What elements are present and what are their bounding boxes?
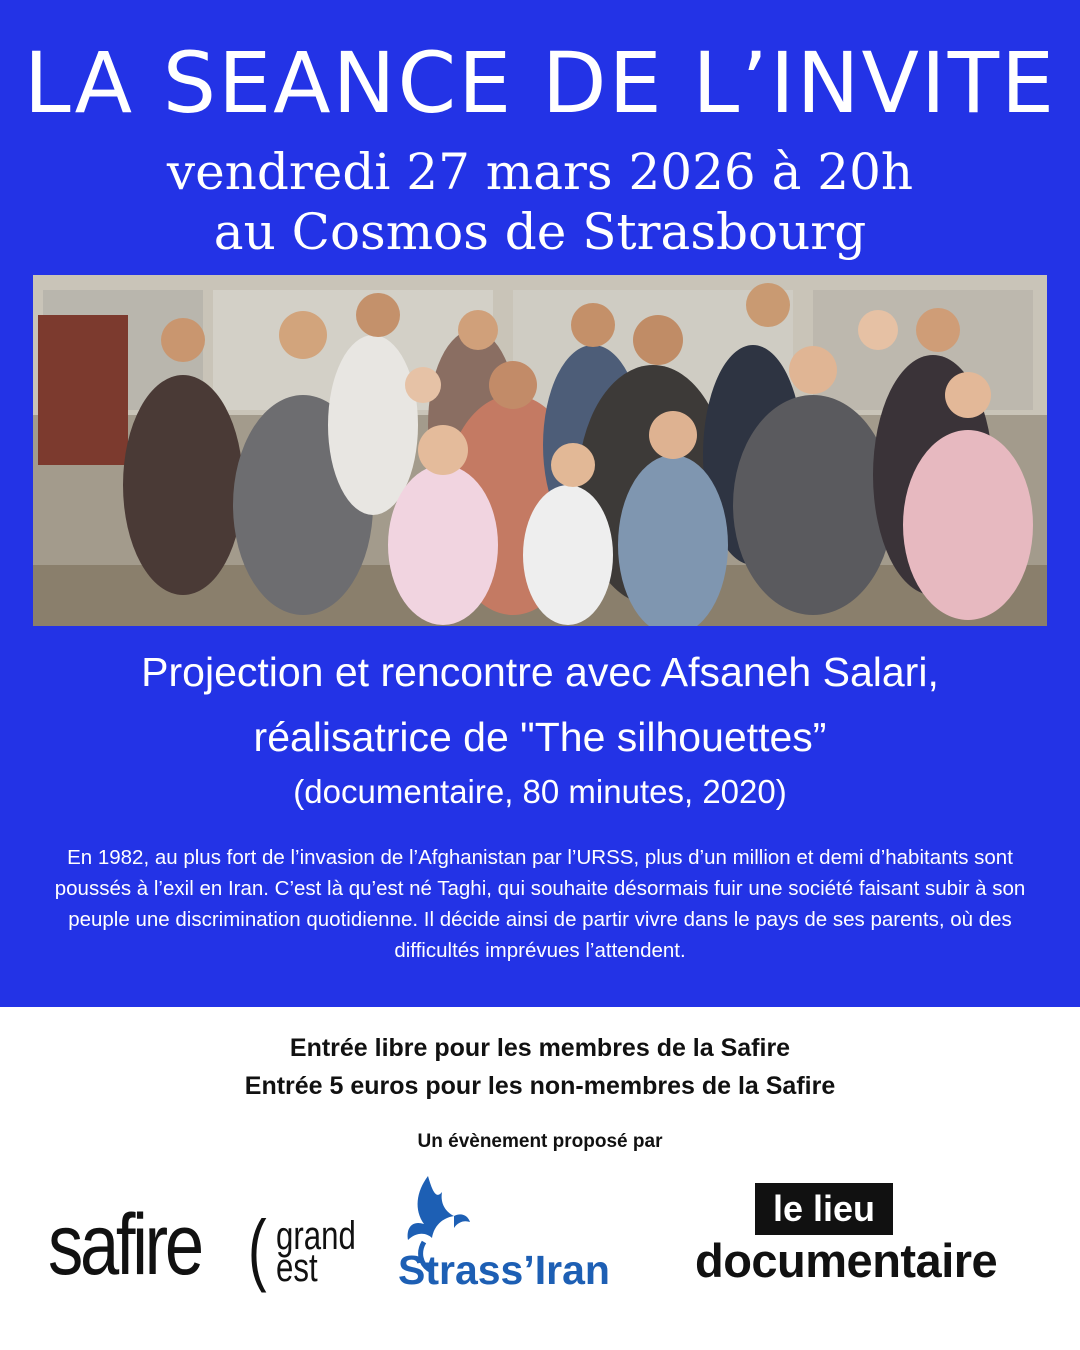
strass-iran-logo bbox=[398, 1172, 650, 1300]
film-details: (documentaire, 80 minutes, 2020) bbox=[293, 773, 787, 810]
strass-iran-logo-text: Strass’Iran bbox=[398, 1247, 610, 1293]
entry-members: Entrée libre pour les membres de la Safire bbox=[289, 1034, 791, 1062]
projection-line-2: réalisatrice de "The silhouettes” bbox=[253, 714, 827, 760]
safire-logo-word: safire bbox=[48, 1197, 201, 1293]
documentaire-logo-text: documentaire bbox=[695, 1234, 998, 1287]
event-venue: au Cosmos de Strasbourg bbox=[213, 203, 867, 261]
proposed-by: Un évènement proposé par bbox=[417, 1131, 663, 1152]
entry-non-members: Entrée 5 euros pour les non-membres de la Safire bbox=[244, 1072, 836, 1100]
event-date: vendredi 27 mars 2026 à 20h bbox=[166, 143, 914, 201]
event-title: LA SEANCE DE L’INVITE bbox=[23, 34, 1057, 132]
family-photo-illustration bbox=[33, 275, 1047, 626]
synopsis: En 1982, au plus fort de l’invasion de l’Afghanistan par l’URSS, plus d’un million et demi d’habitants sont poussés à l’exil en Iran. C’est là qu’est né Taghi, qui souhaite désormais fuir une société faisant subir à son peuple une discrimination quotidienne. Il décide ainsi de partir vivre dans le pays de ses parents, où des difficultés imprévues l’attendent. bbox=[54, 846, 1026, 962]
safire-grand-est-logo bbox=[48, 1190, 368, 1300]
le-lieu-documentaire-logo bbox=[695, 1183, 1045, 1293]
safire-logo-grand: grand bbox=[276, 1214, 356, 1258]
le-lieu-logo-box: le lieu bbox=[755, 1183, 893, 1235]
safire-logo-paren: ( bbox=[248, 1204, 267, 1293]
projection-line-1: Projection et rencontre avec Afsaneh Salari, bbox=[141, 649, 939, 695]
safire-logo-est: est bbox=[276, 1246, 318, 1290]
family-photo bbox=[33, 275, 1047, 626]
